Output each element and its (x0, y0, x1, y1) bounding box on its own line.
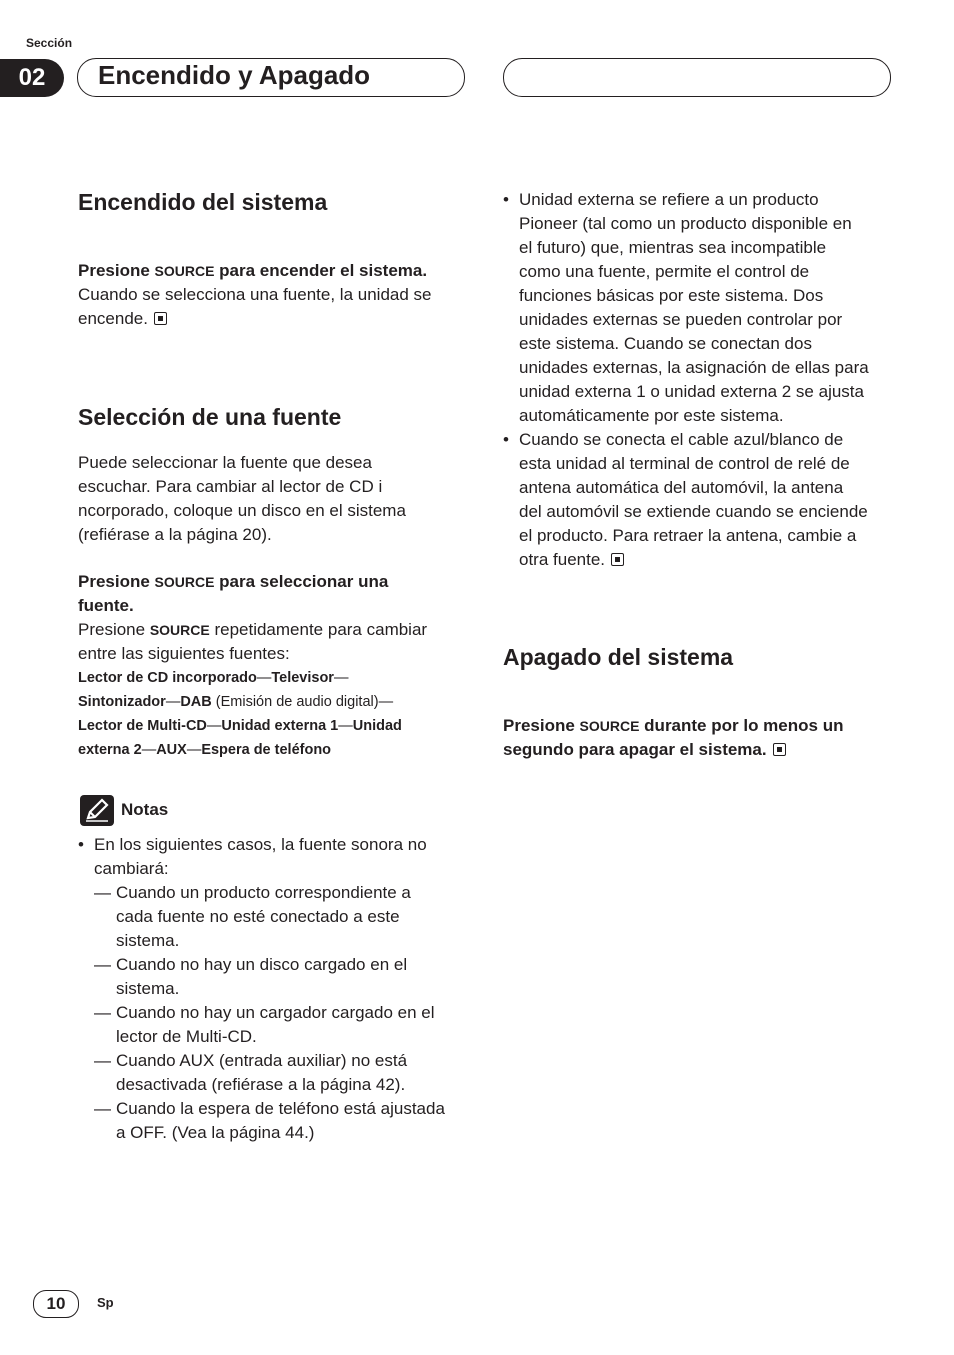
note-line: Cuando un producto correspondiente a (116, 883, 411, 902)
note-line: unidades externas, la asignación de ellas para (519, 358, 869, 377)
note-line: como una fuente, permite el control de (519, 262, 810, 281)
note-line: antena automática del automóvil, la antena (519, 478, 844, 497)
sources-line: externa 2—AUX—Espera de teléfono (78, 742, 332, 758)
dash-mark: — (94, 955, 111, 974)
seleccion-repeat: Presione SOURCE repetidamente para cambiar (78, 620, 428, 639)
pencil-note-icon (80, 795, 114, 826)
seleccion-body (78, 451, 468, 547)
encendido-block (78, 259, 468, 331)
note-line: • En los siguientes casos, la fuente sonora no (94, 835, 427, 854)
section-label: Sección (26, 36, 73, 50)
heading-encendido: Encendido del sistema (78, 189, 328, 215)
encendido-instruction: Presione SOURCE para encender el sistema. (78, 261, 428, 280)
seleccion-repeat-line2: entre las siguientes fuentes: (78, 644, 290, 663)
sources-line: Sintonizador—DAB (Emisión de audio digital)— (78, 694, 394, 710)
dash-mark: — (94, 1003, 111, 1022)
note-line: funciones básicas por este sistema. Dos (519, 286, 824, 305)
section-number-badge: 02 (0, 59, 64, 97)
seleccion-body-line: Puede seleccionar la fuente que desea (78, 453, 372, 472)
note-line: a OFF. (Vea la página 44.) (116, 1123, 315, 1142)
right-notes (503, 188, 903, 572)
note-line: cambiará: (94, 859, 169, 878)
heading-apagado: Apagado del sistema (503, 644, 734, 670)
note-line: sistema. (116, 979, 180, 998)
page-title: Encendido y Apagado (98, 60, 371, 90)
seleccion-instruction: Presione SOURCE para seleccionar una (78, 572, 389, 591)
list-item (503, 188, 903, 428)
dash-mark: — (94, 1099, 111, 1118)
list-item (78, 1097, 470, 1145)
note-line: Cuando la espera de teléfono está ajustada (116, 1099, 445, 1118)
seleccion-instruction-block (78, 570, 468, 666)
note-line: el producto. Para retraer la antena, cambie a (519, 526, 857, 545)
sources-list (78, 666, 468, 762)
note-line: lector de Multi-CD. (116, 1027, 257, 1046)
page-number: 10 (33, 1290, 79, 1318)
end-mark-icon (773, 743, 786, 756)
encendido-body-line: encende. (78, 307, 468, 331)
note-line: Pioneer (tal como un producto disponible en (519, 214, 852, 233)
note-line: • Unidad externa se refiere a un producto (519, 190, 819, 209)
list-item (78, 833, 470, 881)
note-line: del automóvil se extiende cuando se enciende (519, 502, 868, 521)
end-mark-icon (611, 553, 624, 566)
seleccion-body-line: (refiérase a la página 20). (78, 525, 272, 544)
note-line: el futuro) que, mientras sea incompatible (519, 238, 827, 257)
encendido-body-line: Cuando se selecciona una fuente, la unidad se (78, 285, 432, 304)
end-mark-icon (154, 312, 167, 325)
seleccion-body-line: ncorporado, coloque un disco en el sistema (78, 501, 406, 520)
sources-line: Lector de CD incorporado—Televisor— (78, 670, 349, 686)
note-line: Cuando AUX (entrada auxiliar) no está (116, 1051, 408, 1070)
list-item (78, 953, 470, 1001)
apagado-instruction (503, 714, 903, 762)
title-frame-empty (503, 58, 891, 97)
list-item (78, 1049, 470, 1097)
note-line: sistema. (116, 931, 180, 950)
heading-seleccion: Selección de una fuente (78, 404, 342, 430)
note-line: Cuando no hay un disco cargado en el (116, 955, 408, 974)
dash-mark: — (94, 1051, 111, 1070)
notes-list (78, 833, 470, 1145)
notes-title: Notas (121, 800, 169, 819)
note-line: cada fuente no esté conectado a este (116, 907, 400, 926)
note-line: este sistema. Cuando se conectan dos (519, 334, 812, 353)
apagado-line: Presione SOURCE durante por lo menos un (503, 716, 844, 735)
note-line: desactivada (refiérase a la página 42). (116, 1075, 406, 1094)
language-code: Sp (97, 1295, 114, 1310)
note-line: otra fuente. (519, 548, 903, 572)
list-item (503, 428, 903, 572)
note-line: • Cuando se conecta el cable azul/blanco de (519, 430, 844, 449)
note-line: unidad externa 1 o unidad externa 2 se ajusta (519, 382, 864, 401)
dash-mark: — (94, 883, 111, 902)
sources-line: Lector de Multi-CD—Unidad externa 1—Unidad (78, 718, 402, 734)
list-item (78, 1001, 470, 1049)
note-line: Cuando no hay un cargador cargado en el (116, 1003, 435, 1022)
list-item (78, 881, 470, 953)
seleccion-instruction-line2: fuente. (78, 596, 134, 615)
apagado-line: segundo para apagar el sistema. (503, 738, 903, 762)
note-line: esta unidad al terminal de control de relé de (519, 454, 850, 473)
note-line: automáticamente por este sistema. (519, 406, 784, 425)
note-line: unidades externas se pueden controlar por (519, 310, 843, 329)
seleccion-body-line: escuchar. Para cambiar al lector de CD i (78, 477, 383, 496)
